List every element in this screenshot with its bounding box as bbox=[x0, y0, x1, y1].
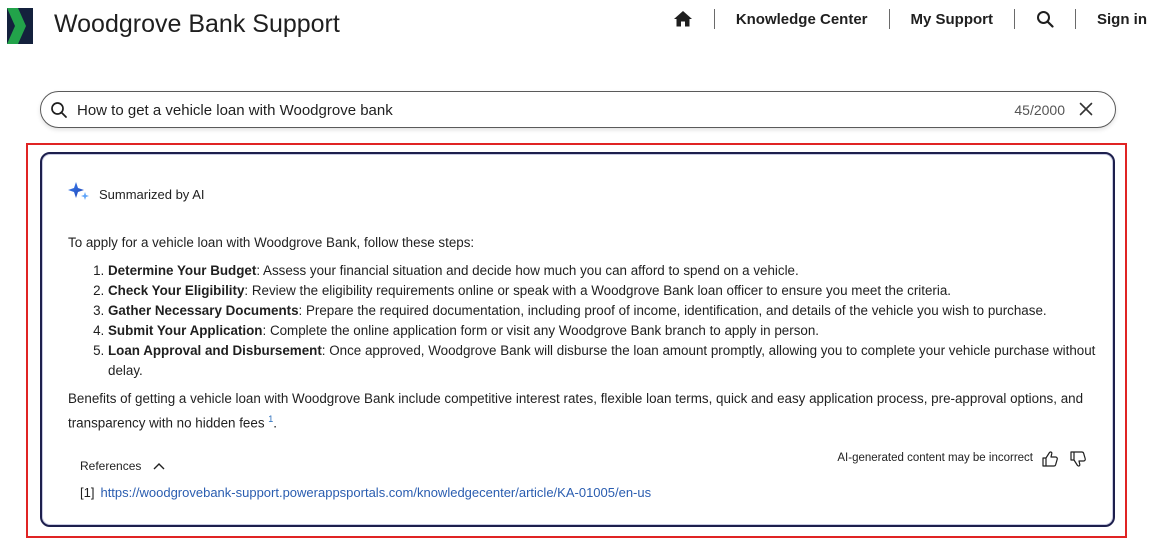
references-label: References bbox=[80, 459, 142, 473]
reference-number: [1] bbox=[80, 485, 95, 500]
chevron-up-icon bbox=[153, 462, 165, 470]
references-toggle[interactable] bbox=[80, 459, 165, 473]
search-icon bbox=[50, 101, 68, 119]
top-nav bbox=[673, 6, 1147, 32]
step-text: : Once approved, Woodgrove Bank will disburse the loan amount promptly, allowing you to complete your vehicle purchase without delay. bbox=[108, 343, 1096, 378]
step-title: Gather Necessary Documents bbox=[108, 303, 299, 318]
nav-sign-in[interactable]: Sign in bbox=[1097, 10, 1147, 28]
summary-intro: To apply for a vehicle loan with Woodgrove Bank, follow these steps: bbox=[68, 235, 475, 250]
list-item bbox=[108, 281, 1098, 301]
ai-summary-content bbox=[68, 233, 1098, 433]
ai-disclaimer: AI-generated content may be incorrect bbox=[837, 452, 1033, 464]
step-title: Determine Your Budget bbox=[108, 263, 257, 278]
list-item bbox=[108, 341, 1098, 381]
nav-my-support[interactable]: My Support bbox=[910, 10, 993, 28]
nav-divider bbox=[889, 9, 890, 29]
search-input[interactable] bbox=[77, 98, 977, 122]
thumbs-up-icon[interactable] bbox=[1041, 450, 1059, 468]
benefits-text: Benefits of getting a vehicle loan with Woodgrove Bank include competitive interest rates, flexible loan terms, quick and easy application process, pre-approval options, and transparency with no hidden fees bbox=[68, 391, 1084, 431]
character-counter: 45/2000 bbox=[1014, 102, 1065, 118]
steps-list bbox=[108, 261, 1098, 381]
list-item bbox=[108, 301, 1098, 321]
step-title: Loan Approval and Disbursement bbox=[108, 343, 322, 358]
search-icon[interactable] bbox=[1036, 10, 1054, 28]
step-text: : Prepare the required documentation, including proof of income, identification, and details of the vehicle you wish to purchase. bbox=[298, 303, 1047, 318]
ai-summary-card bbox=[40, 152, 1115, 527]
summary-benefits bbox=[68, 389, 1098, 433]
nav-divider bbox=[1075, 9, 1076, 29]
step-text: : Complete the online application form or visit any Woodgrove Bank branch to apply in person. bbox=[262, 323, 820, 338]
logo-icon[interactable] bbox=[7, 8, 33, 44]
close-icon[interactable] bbox=[1079, 102, 1093, 116]
ai-summary-label: Summarized by AI bbox=[99, 186, 205, 202]
reference-link[interactable]: https://woodgrovebank-support.powerappsportals.com/knowledgecenter/article/KA-01005/en-us bbox=[100, 485, 652, 500]
benefits-end: . bbox=[273, 415, 278, 431]
list-item bbox=[108, 321, 1098, 341]
list-item bbox=[108, 261, 1098, 281]
citation-link[interactable]: 1 bbox=[268, 414, 274, 424]
thumbs-down-icon[interactable] bbox=[1069, 450, 1087, 468]
nav-divider bbox=[1014, 9, 1015, 29]
step-title: Check Your Eligibility bbox=[108, 283, 245, 298]
home-icon[interactable] bbox=[673, 9, 693, 29]
site-header bbox=[0, 0, 1149, 52]
sparkle-icon bbox=[68, 180, 90, 202]
step-title: Submit Your Application bbox=[108, 323, 263, 338]
ai-summary-header bbox=[68, 180, 205, 202]
nav-knowledge-center[interactable]: Knowledge Center bbox=[735, 10, 868, 28]
reference-item bbox=[80, 485, 651, 500]
step-text: : Assess your financial situation and decide how much you can afford to spend on a vehicle. bbox=[256, 263, 799, 278]
brand-title[interactable]: Woodgrove Bank Support bbox=[54, 10, 340, 38]
step-text: : Review the eligibility requirements online or speak with a Woodgrove Bank loan officer to ensure you meet the criteria. bbox=[244, 283, 952, 298]
search-bar bbox=[40, 91, 1116, 128]
nav-divider bbox=[714, 9, 715, 29]
